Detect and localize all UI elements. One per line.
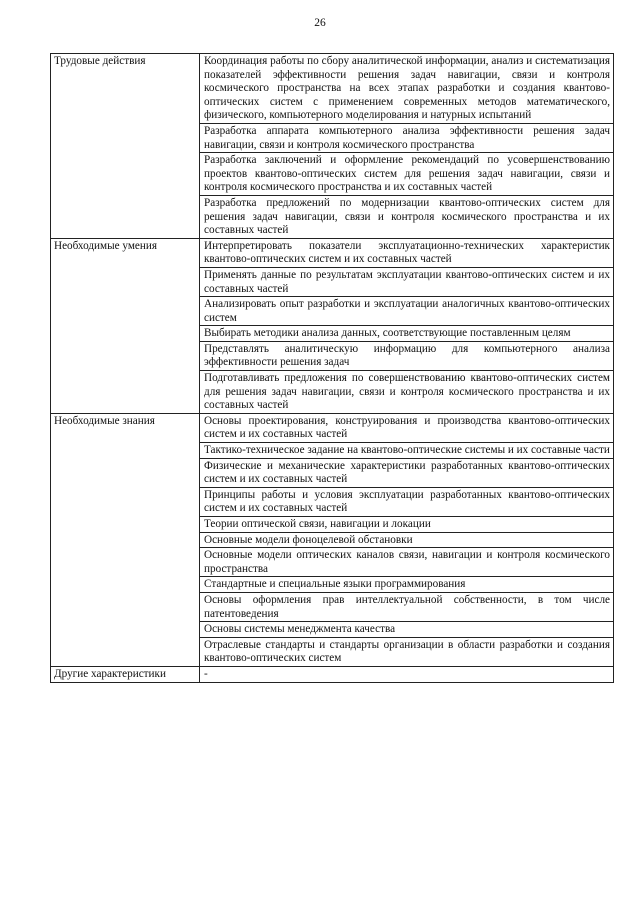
section-label-required-knowledge: Необходимые знания bbox=[51, 413, 200, 666]
requirement-cell: Применять данные по результатам эксплуатации квантово-оптических систем и их составных частей bbox=[200, 267, 614, 296]
requirement-cell: Основные модели оптических каналов связи, навигации и контроля космического пространства bbox=[200, 548, 614, 577]
requirement-cell: Основные модели фоноцелевой обстановки bbox=[200, 532, 614, 548]
section-label-labor-actions: Трудовые действия bbox=[51, 54, 200, 239]
table-row bbox=[51, 413, 614, 442]
requirement-cell: Представлять аналитическую информацию для компьютерного анализа эффективности решения задач bbox=[200, 341, 614, 370]
requirement-cell: Основы проектирования, конструирования и производства квантово-оптических систем и их составных частей bbox=[200, 413, 614, 442]
section-label-required-skills: Необходимые умения bbox=[51, 238, 200, 413]
requirement-cell: - bbox=[200, 666, 614, 682]
table-row bbox=[51, 666, 614, 682]
requirement-cell: Основы оформления прав интеллектуальной собственности, в том числе патентоведения bbox=[200, 592, 614, 621]
labor-function-table bbox=[50, 53, 614, 683]
table-row bbox=[51, 238, 614, 267]
requirement-cell: Выбирать методики анализа данных, соответствующие поставленным целям bbox=[200, 326, 614, 342]
requirement-cell: Теории оптической связи, навигации и локации bbox=[200, 517, 614, 533]
requirement-cell: Интерпретировать показатели эксплуатационно-технических характеристик квантово-оптических систем и их составных частей bbox=[200, 238, 614, 267]
requirement-cell: Координация работы по сбору аналитической информации, анализ и систематизация показателей эффективности решения задач навигации, связи и контроля космического пространства на всех этапах разработки и создания квантово-оптических систем с применением современных методов математического, физического, компьютерного моделирования и натурных испытаний bbox=[200, 54, 614, 124]
requirement-cell: Основы системы менеджмента качества bbox=[200, 622, 614, 638]
requirement-cell: Разработка предложений по модернизации квантово-оптических систем для решения задач навигации, связи и контроля космического пространства и их составных частей bbox=[200, 195, 614, 238]
section-label-other-characteristics: Другие характеристики bbox=[51, 666, 200, 682]
requirement-cell: Отраслевые стандарты и стандарты организации в области разработки и создания квантово-оптических систем bbox=[200, 637, 614, 666]
requirement-cell: Принципы работы и условия эксплуатации разработанных квантово-оптических систем и их составных частей bbox=[200, 487, 614, 516]
requirement-cell: Разработка аппарата компьютерного анализа эффективности решения задач навигации, связи и контроля космического пространства bbox=[200, 123, 614, 152]
requirement-cell: Физические и механические характеристики разработанных квантово-оптических систем и их составных частей bbox=[200, 458, 614, 487]
table-body bbox=[51, 54, 614, 683]
requirement-cell: Разработка заключений и оформление рекомендаций по усовершенствованию проектов квантово-оптических систем для решения задач навигации, связи и контроля космического пространства и их составных частей bbox=[200, 153, 614, 196]
requirement-cell: Стандартные и специальные языки программирования bbox=[200, 577, 614, 593]
requirement-cell: Тактико-техническое задание на квантово-оптические системы и их составные части bbox=[200, 443, 614, 459]
table-row bbox=[51, 54, 614, 124]
requirement-cell: Анализировать опыт разработки и эксплуатации аналогичных квантово-оптических систем bbox=[200, 297, 614, 326]
requirement-cell: Подготавливать предложения по совершенствованию квантово-оптических систем для решения задач навигации, связи и контроля космического пространства и их составных частей bbox=[200, 371, 614, 414]
page-number: 26 bbox=[314, 17, 326, 29]
